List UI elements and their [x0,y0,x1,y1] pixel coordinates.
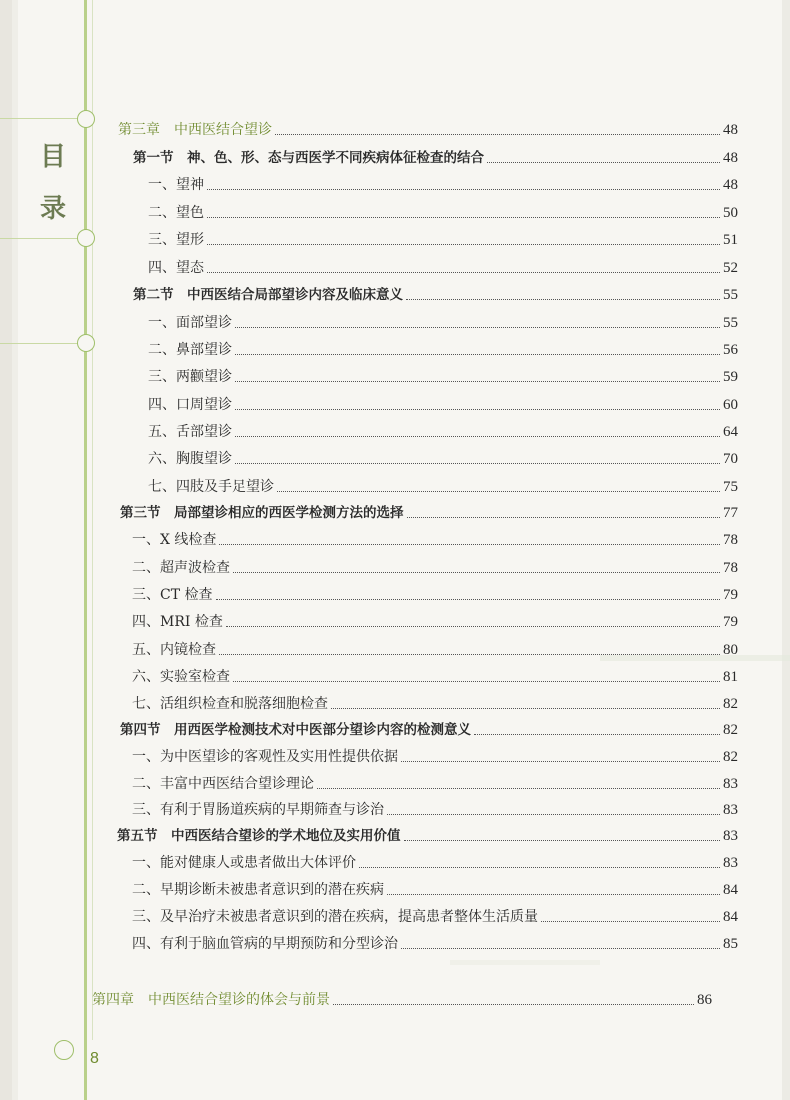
toc-item[interactable] [132,934,738,954]
toc-label: 五、内镜检查 [132,642,216,658]
dot-leader [404,839,721,841]
toc-label: 第二节 中西医结合局部望诊内容及临床意义 [133,287,403,303]
dot-leader [407,516,721,518]
toc-label: 第四节 用西医学检测技术对中医部分望诊内容的检测意义 [120,722,471,738]
toc-page-number: 85 [723,936,738,952]
toc-item[interactable] [148,203,738,223]
toc-page-number: 48 [723,177,738,193]
toc-item[interactable] [132,640,738,660]
dot-leader [226,625,720,627]
toc-label: 第五节 中西医结合望诊的学术地位及实用价值 [117,828,401,844]
dot-leader [387,813,720,815]
toc-page-number: 75 [723,479,738,495]
toc-page-number: 86 [697,992,712,1008]
toc-page-number: 55 [723,315,738,331]
toc-chapter[interactable] [118,120,738,140]
dot-leader [235,435,720,437]
toc-label: 三、及早治疗未被患者意识到的潜在疾病，提高患者整体生活质量 [132,909,538,925]
toc-label: 二、鼻部望诊 [148,342,232,358]
toc-section[interactable] [120,503,738,523]
toc-page-number: 79 [723,614,738,630]
toc-item[interactable] [148,258,738,278]
toc-page-number: 60 [723,397,738,413]
toc-item[interactable] [132,747,738,767]
dot-leader [207,271,720,273]
toc-label: 二、超声波检查 [132,560,230,576]
toc-label: 二、望色 [148,205,204,221]
toc-page-number: 55 [723,287,738,303]
toc-item[interactable] [148,395,738,415]
toc-item[interactable] [148,230,738,250]
toc-page-number: 83 [723,802,738,818]
dot-leader [406,298,720,300]
dot-leader [401,760,720,762]
toc-label: 一、面部望诊 [148,315,232,331]
toc-item[interactable] [148,340,738,360]
toc-item[interactable] [132,585,738,605]
dot-leader [219,653,720,655]
toc-label: 二、早期诊断未被患者意识到的潜在疾病 [132,882,384,898]
toc-page-number: 80 [723,642,738,658]
dot-leader [235,408,720,410]
dot-leader [233,571,720,573]
toc-item[interactable] [132,530,738,550]
toc-item[interactable] [132,853,738,873]
dot-leader [216,598,721,600]
toc-page-number: 83 [723,828,738,844]
toc-label: 三、有利于胃肠道疾病的早期筛查与诊治 [132,802,384,818]
toc-item[interactable] [132,694,738,714]
toc-item[interactable] [148,175,738,195]
toc-label: 第三节 局部望诊相应的西医学检测方法的选择 [120,505,404,521]
toc-label: 一、能对健康人或患者做出大体评价 [132,855,356,871]
dot-leader [387,893,720,895]
toc-label: 三、CT 检查 [132,587,213,603]
toc-page-number: 50 [723,205,738,221]
toc-page-number: 56 [723,342,738,358]
dot-leader [541,920,720,922]
dot-leader [207,188,720,190]
dot-leader [317,787,720,789]
dot-leader [233,680,720,682]
toc-page-number: 78 [723,560,738,576]
toc-item[interactable] [132,774,738,794]
toc-label: 六、胸腹望诊 [148,451,232,467]
toc-page-number: 48 [723,150,738,166]
toc-item[interactable] [148,313,738,333]
dot-leader [219,543,720,545]
toc-title-char: 录 [40,194,67,224]
toc-page-number: 78 [723,532,738,548]
toc-item[interactable] [132,612,738,632]
toc-item[interactable] [132,800,738,820]
dot-leader [333,1003,694,1005]
dot-leader [401,947,720,949]
toc-label: 一、望神 [148,177,204,193]
toc-section[interactable] [133,285,738,305]
toc-label: 二、丰富中西医结合望诊理论 [132,776,314,792]
dot-leader [277,490,720,492]
toc-label: 七、四肢及手足望诊 [148,479,274,495]
toc-page-number: 82 [723,749,738,765]
toc-page-number: 82 [723,696,738,712]
dot-leader [207,216,720,218]
toc-section[interactable] [117,826,738,846]
toc-page-number: 59 [723,369,738,385]
toc-page-number: 52 [723,260,738,276]
toc-label: 七、活组织检查和脱落细胞检查 [132,696,328,712]
toc-item[interactable] [148,477,738,497]
toc-page-number: 70 [723,451,738,467]
dot-leader [235,326,720,328]
toc-page-number: 84 [723,909,738,925]
toc-label: 三、两颧望诊 [148,369,232,385]
dot-leader [359,866,720,868]
toc-item[interactable] [132,667,738,687]
dot-leader [474,733,720,735]
toc-page-number: 81 [723,669,738,685]
toc-label: 五、舌部望诊 [148,424,232,440]
toc-page-number: 48 [723,122,738,138]
toc-label: 三、望形 [148,232,204,248]
dot-leader [331,707,720,709]
dot-leader [235,380,720,382]
toc-label: 第一节 神、色、形、态与西医学不同疾病体征检查的结合 [133,150,484,166]
toc-item[interactable] [148,367,738,387]
dot-leader [207,243,720,245]
toc-label: 一、为中医望诊的客观性及实用性提供依据 [132,749,398,765]
toc-page-number: 77 [723,505,738,521]
toc-label: 第三章 中西医结合望诊 [118,122,272,138]
toc-page-number: 64 [723,424,738,440]
toc-page-number: 84 [723,882,738,898]
toc-page-number: 51 [723,232,738,248]
toc-item[interactable] [148,422,738,442]
toc-label: 六、实验室检查 [132,669,230,685]
toc-label: 第四章 中西医结合望诊的体会与前景 [92,992,330,1008]
toc-page-number: 79 [723,587,738,603]
toc-page-number: 83 [723,776,738,792]
toc-page-number: 83 [723,855,738,871]
toc-label: 一、X 线检查 [132,532,217,548]
toc-label: 四、望态 [148,260,204,276]
toc-item[interactable] [148,449,738,469]
toc-item[interactable] [132,880,738,900]
toc-chapter[interactable] [92,990,712,1010]
toc-page-number: 82 [723,722,738,738]
toc-title-char: 目 [40,142,67,172]
toc-label: 四、口周望诊 [148,397,232,413]
dot-leader [235,353,720,355]
dot-leader [487,161,720,163]
dot-leader [275,133,720,135]
toc-item[interactable] [132,907,738,927]
toc-label: 四、MRI 检查 [132,614,223,630]
toc-item[interactable] [132,558,738,578]
page-number: 8 [90,1050,99,1067]
toc-section[interactable] [133,148,738,168]
dot-leader [235,462,720,464]
toc-section[interactable] [120,720,738,740]
toc-label: 四、有利于脑血管病的早期预防和分型诊治 [132,936,398,952]
